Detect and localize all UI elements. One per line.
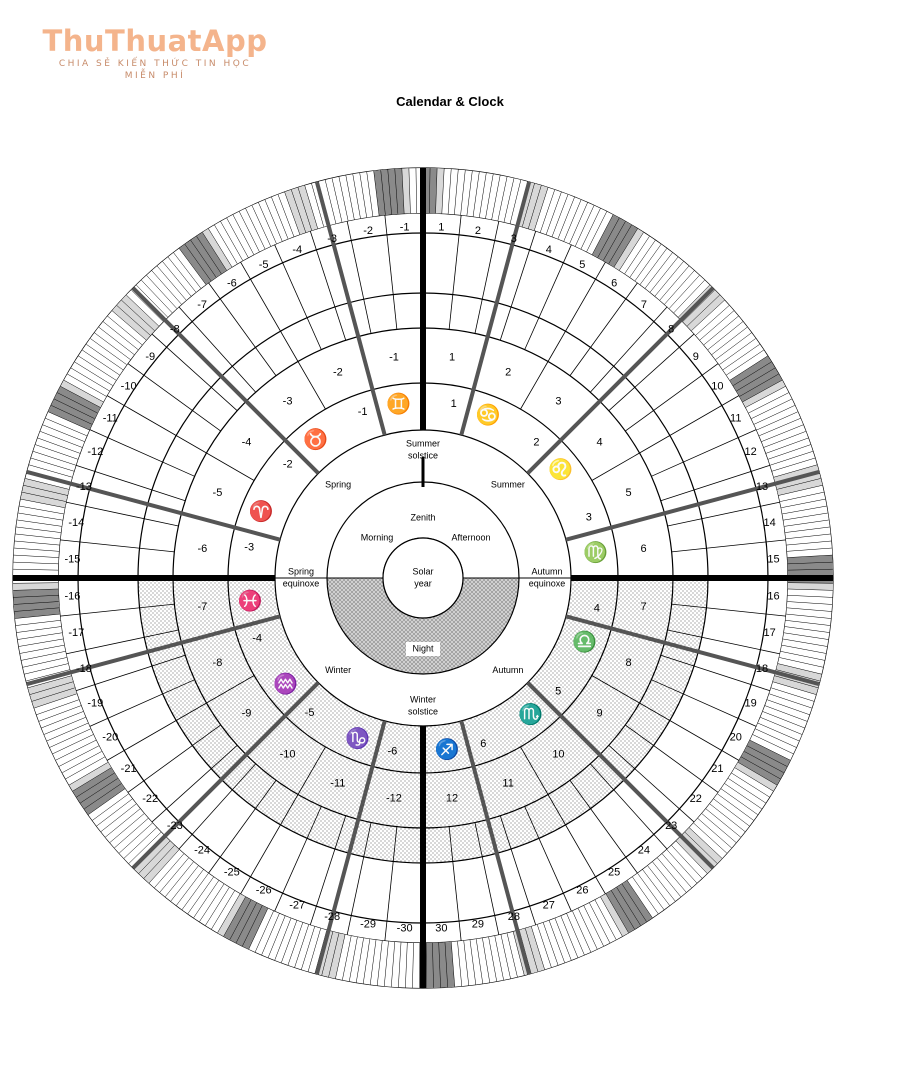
hour-label: 10 xyxy=(552,748,565,761)
zodiac-leo-icon: ♌ xyxy=(548,458,573,481)
day-divider xyxy=(385,215,397,329)
autumn-equinoxe-label: Autumn xyxy=(531,566,563,577)
hour-label: 8 xyxy=(625,657,632,670)
day-divider xyxy=(570,283,638,376)
day-label: -5 xyxy=(258,259,269,272)
day-divider xyxy=(76,465,185,501)
day-label: -27 xyxy=(289,899,306,912)
day-label: 26 xyxy=(576,884,589,897)
day-label: -8 xyxy=(169,323,180,336)
day-label: 6 xyxy=(611,277,618,290)
zodiac-libra-icon: ♎ xyxy=(572,631,598,654)
day-label: 15 xyxy=(767,553,780,566)
day-label: 29 xyxy=(471,918,485,931)
zodiac-number: 3 xyxy=(585,511,592,524)
day-label: 23 xyxy=(665,820,678,833)
day-label: 19 xyxy=(744,697,757,710)
hour-label: -3 xyxy=(282,395,293,408)
day-divider xyxy=(625,363,718,431)
zodiac-aries-icon: ♈ xyxy=(248,500,274,523)
day-divider xyxy=(152,745,237,822)
zodiac-taurus-icon: ♉ xyxy=(303,428,329,451)
day-label: -1 xyxy=(399,221,410,234)
zodiac-number: 1 xyxy=(450,398,457,411)
zenith-label: Zenith xyxy=(410,512,436,523)
day-label: 28 xyxy=(507,910,520,923)
day-divider xyxy=(152,334,237,411)
zodiac-number: -6 xyxy=(387,745,398,758)
zodiac-number: 6 xyxy=(480,737,487,750)
day-label: -24 xyxy=(194,844,211,857)
hour-divider xyxy=(592,453,640,481)
day-label: 5 xyxy=(579,259,586,272)
day-label: -3 xyxy=(327,232,338,245)
day-label: -28 xyxy=(324,910,341,923)
autumn-equinoxe-label: equinoxe xyxy=(528,578,566,589)
hour-label: 6 xyxy=(640,542,647,555)
hour-label: 9 xyxy=(596,707,603,720)
hour-label: 12 xyxy=(445,792,459,805)
day-divider xyxy=(179,307,256,392)
day-label: -29 xyxy=(360,918,377,931)
day-divider xyxy=(500,231,536,340)
hour-divider xyxy=(298,361,326,409)
day-label: 17 xyxy=(763,626,776,639)
night-label: Night xyxy=(412,643,434,654)
zodiac-divider xyxy=(133,288,318,473)
day-divider xyxy=(661,465,770,501)
day-label: -23 xyxy=(166,820,183,833)
hour-label: 7 xyxy=(640,600,647,613)
day-label: 3 xyxy=(510,232,517,245)
logo-tagline-2: MIỄN PHÍ xyxy=(124,71,186,81)
day-label: 11 xyxy=(730,412,742,425)
day-divider xyxy=(241,262,299,362)
afternoon-label: Afternoon xyxy=(451,532,491,543)
zodiac-number: -3 xyxy=(244,541,255,554)
day-label: 22 xyxy=(689,792,702,805)
day-label: -18 xyxy=(76,662,92,675)
day-label: -10 xyxy=(120,380,137,393)
day-label: -17 xyxy=(68,626,85,639)
day-divider xyxy=(590,764,667,849)
winter-solstice-label: solstice xyxy=(407,706,439,717)
day-divider xyxy=(651,430,756,477)
hour-label: -12 xyxy=(386,792,402,805)
zodiac-scorpio-icon: ♏ xyxy=(517,703,543,726)
winter-solstice-label: Winter xyxy=(409,694,437,705)
day-divider xyxy=(449,215,461,329)
spring-equinoxe-label: equinoxe xyxy=(282,578,320,589)
hour-label: -5 xyxy=(212,486,223,499)
day-label: 18 xyxy=(755,662,769,675)
day-label: -15 xyxy=(64,553,81,566)
zodiac-gemini-icon: ♊ xyxy=(386,393,412,416)
day-label: -12 xyxy=(87,446,104,459)
day-label: 20 xyxy=(729,731,742,744)
day-divider xyxy=(525,245,572,350)
hour-label: -8 xyxy=(212,657,223,670)
zodiac-cancer-icon: ♋ xyxy=(475,404,501,427)
day-label: 16 xyxy=(767,590,780,603)
zodiac-number: 2 xyxy=(533,436,540,449)
day-label: 7 xyxy=(640,299,647,312)
hour-label: -11 xyxy=(330,777,346,790)
day-divider xyxy=(310,231,346,340)
day-label: -13 xyxy=(76,481,92,494)
hour-label: -7 xyxy=(197,600,208,613)
day-label: -30 xyxy=(396,922,413,935)
day-divider xyxy=(179,764,256,849)
day-label: -4 xyxy=(292,244,303,257)
season-summer: Summer xyxy=(490,479,525,490)
hour-label: -6 xyxy=(197,542,208,555)
hour-divider xyxy=(206,453,254,481)
zodiac-number: -5 xyxy=(304,707,315,720)
day-label: 24 xyxy=(637,844,651,857)
day-label: 21 xyxy=(711,763,724,776)
zodiac-aquarius-icon: ♒ xyxy=(273,673,298,696)
zodiac-number: -4 xyxy=(252,632,263,645)
day-divider xyxy=(609,334,694,411)
hour-label: -4 xyxy=(241,436,252,449)
day-label: -16 xyxy=(64,590,81,603)
morning-label: Morning xyxy=(360,532,394,543)
hour-label: 3 xyxy=(555,395,562,408)
hour-label: -1 xyxy=(389,351,399,364)
day-divider xyxy=(275,245,322,350)
season-autumn: Autumn xyxy=(492,665,524,676)
day-label: -25 xyxy=(223,866,240,879)
day-divider xyxy=(128,363,221,431)
spring-equinoxe-label: Spring xyxy=(287,566,315,577)
hour-label: 2 xyxy=(505,366,512,379)
day-label: 2 xyxy=(474,225,481,238)
day-divider xyxy=(590,307,667,392)
zodiac-sagittarius-icon: ♐ xyxy=(434,739,460,762)
day-divider xyxy=(60,540,174,552)
solar-year-label: Solar xyxy=(412,566,434,577)
zodiac-number: 4 xyxy=(593,602,600,615)
season-spring: Spring xyxy=(325,479,352,490)
zodiac-pisces-icon: ♓ xyxy=(237,590,263,613)
season-winter: Winter xyxy=(325,665,352,676)
day-label: -14 xyxy=(68,516,85,529)
day-label: -7 xyxy=(197,299,207,312)
day-divider xyxy=(609,745,694,822)
hour-label: -2 xyxy=(332,366,343,379)
day-label: -6 xyxy=(226,277,237,290)
page-title: Calendar & Clock xyxy=(396,94,504,109)
day-divider xyxy=(208,283,276,376)
day-label: 12 xyxy=(744,446,757,459)
hour-label: -9 xyxy=(241,707,252,720)
hour-label: 4 xyxy=(596,436,603,449)
day-label: -2 xyxy=(363,225,373,238)
day-label: -22 xyxy=(142,792,159,805)
solar-year-label: year xyxy=(414,578,432,589)
day-label: 27 xyxy=(542,899,555,912)
day-label: -19 xyxy=(87,697,104,710)
day-label: 30 xyxy=(435,922,448,935)
day-label: -11 xyxy=(102,412,118,425)
day-divider xyxy=(672,540,786,552)
day-divider xyxy=(548,262,606,362)
day-label: -20 xyxy=(102,731,119,744)
hour-label: 1 xyxy=(448,351,456,364)
day-divider xyxy=(107,396,207,454)
day-label: -26 xyxy=(255,884,272,897)
day-divider xyxy=(640,396,740,454)
zodiac-number: -2 xyxy=(282,458,293,471)
day-label: 4 xyxy=(545,244,552,257)
day-divider xyxy=(90,430,195,477)
zodiac-capricorn-icon: ♑ xyxy=(345,728,371,751)
logo-name: ThuThuatApp xyxy=(42,24,268,58)
zodiac-number: 5 xyxy=(555,685,562,698)
zodiac-divider xyxy=(528,288,713,473)
day-label: 13 xyxy=(755,481,769,494)
hour-divider xyxy=(521,361,549,409)
logo-tagline: CHIA SẺ KIẾN THỨC TIN HỌC xyxy=(58,59,252,69)
day-label: 14 xyxy=(763,516,776,529)
day-label: -9 xyxy=(145,351,156,364)
day-label: 9 xyxy=(692,351,699,364)
hour-label: -10 xyxy=(279,748,296,761)
day-label: 1 xyxy=(438,221,445,234)
summer-solstice-label: Summer xyxy=(405,438,441,449)
zodiac-virgo-icon: ♍ xyxy=(583,541,609,564)
zodiac-number: -1 xyxy=(357,406,368,419)
day-label: 25 xyxy=(608,866,621,879)
summer-solstice-label: solstice xyxy=(407,450,439,461)
hour-label: 11 xyxy=(502,777,514,790)
day-label: -21 xyxy=(120,763,137,776)
hour-label: 5 xyxy=(625,486,632,499)
day-label: 10 xyxy=(711,380,724,393)
day-label: 8 xyxy=(668,323,675,336)
